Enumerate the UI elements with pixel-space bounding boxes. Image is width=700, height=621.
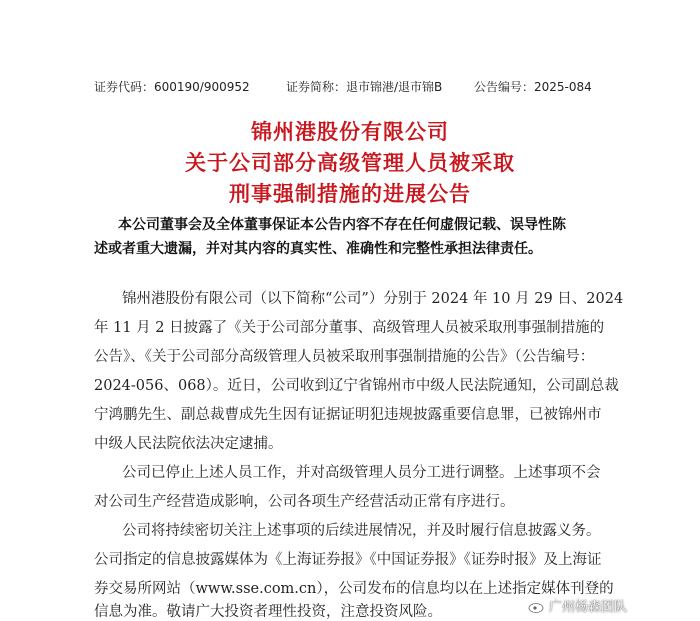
paragraph-3-line-4: 信息为准。敬请广大投资者理性投资，注意投资风险。 — [94, 604, 442, 620]
watermark — [528, 596, 627, 615]
paragraph-3-line-1: 公司将持续密切关注上述事项的后续进展情况，并及时履行信息披露义务。 — [122, 523, 601, 539]
title-line-2: 关于公司部分高级管理人员被采取 — [185, 151, 515, 175]
weibo-icon — [528, 599, 546, 613]
paragraph-3-line-3: 券交易所网站（www.sse.com.cn），公司发布的信息均以在上述指定媒体刊登的 — [94, 581, 614, 597]
paragraph-1-line-1: 锦州港股份有限公司（以下简称“公司”）分别于 2024 年 10 月 29 日、2024 — [122, 291, 624, 307]
paragraph-3-line-2: 公司指定的信息披露媒体为《上海证券报》《中国证券报》《证券时报》及上海证 — [94, 552, 602, 568]
title-company-name: 锦州港股份有限公司 — [251, 120, 449, 144]
security-short-name: 证券简称：退市锦港/退市锦B — [286, 80, 443, 94]
paragraph-1-line-5: 宁鸿鹏先生、副总裁曹成先生因有证据证明犯违规披露重要信息罪，已被锦州市 — [94, 407, 602, 423]
board-statement-line-2: 述或者重大遗漏，并对其内容的真实性、准确性和完整性承担法律责任。 — [94, 241, 542, 257]
paragraph-1-line-3: 公告》、《关于公司部分高级管理人员被采取刑事强制措施的公告》（公告编号： — [94, 349, 595, 365]
watermark-text: 广州杨森团队 — [549, 600, 628, 615]
paragraph-2-line-1: 公司已停止上述人员工作，并对高级管理人员分工进行调整。上述事项不会 — [122, 465, 601, 481]
title-line-3: 刑事强制措施的进展公告 — [229, 182, 471, 206]
security-code: 证券代码：600190/900952 — [94, 80, 250, 94]
paragraph-2-line-2: 对公司生产经营造成影响，公司各项生产经营活动正常有序进行。 — [94, 494, 515, 510]
paragraph-1-line-2: 年 11 月 2 日披露了《关于公司部分董事、高级管理人员被采取刑事强制措施的 — [94, 320, 605, 336]
paragraph-1-line-4: 2024-056、068）。近日，公司收到辽宁省锦州市中级人民法院通知，公司副总裁 — [94, 378, 619, 394]
board-statement-line-1: 本公司董事会及全体董事保证本公告内容不存在任何虚假记载、误导性陈 — [118, 217, 566, 233]
announcement-number: 公告编号：2025-084 — [474, 80, 592, 94]
paragraph-1-line-6: 中级人民法院依法决定逮捕。 — [94, 436, 283, 452]
